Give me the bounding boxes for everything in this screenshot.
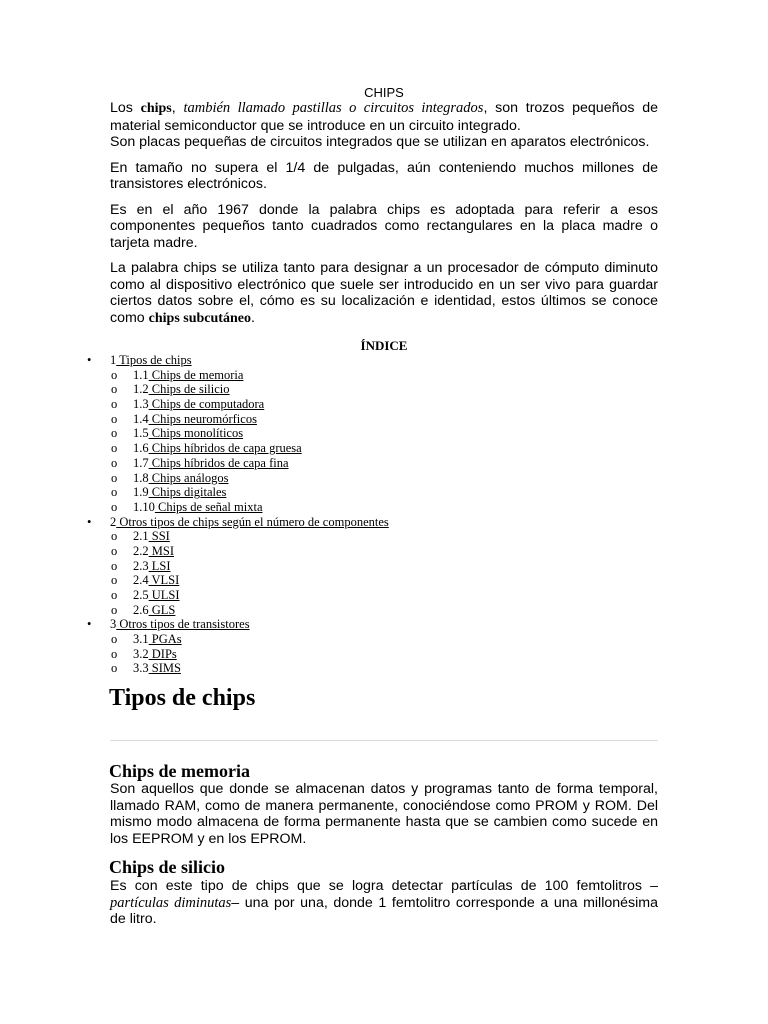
intro-paragraph-2: Son placas pequeñas de circuitos integrados que se utilizan en aparatos electrónicos. [110,134,650,150]
toc-number: 2.5 [133,588,149,602]
toc-number: 2.6 [133,602,149,617]
toc-number: 2.3 [133,558,149,573]
toc-item[interactable] [0,603,768,618]
toc-number: 1.9 [133,485,149,500]
toc-link[interactable]: SSI [148,529,170,544]
toc-number: 3.2 [133,646,149,661]
circle-bullet-icon: o [111,558,118,573]
toc-link[interactable]: Chips neuromórficos [148,411,257,426]
toc-number: 1 [110,353,117,367]
toc-item[interactable] [0,515,768,530]
subsection-heading-silicio: Chips de silicio [109,857,226,877]
bullet-icon: • [87,617,92,632]
circle-bullet-icon: o [111,632,118,647]
toc-link[interactable]: MSI [148,543,174,558]
toc-item[interactable] [0,441,768,456]
toc-item[interactable] [0,647,768,662]
toc-number: 3 [110,617,117,632]
table-of-contents [0,353,768,676]
toc-item[interactable] [0,412,768,427]
toc-number: 3.1 [133,632,149,647]
toc-item[interactable] [0,426,768,441]
toc-number: 1.8 [133,470,149,485]
circle-bullet-icon: o [111,646,118,661]
toc-item[interactable] [0,632,768,647]
toc-number: 1.4 [133,411,149,426]
toc-link[interactable]: Chips híbridos de capa gruesa [148,441,302,456]
toc-item[interactable] [0,368,768,383]
toc-item[interactable] [0,661,768,676]
text-run: – una por una, donde 1 femtolitro corresponde a una millonésima de litro. [110,894,658,927]
toc-item[interactable] [0,456,768,471]
toc-link[interactable]: Otros tipos de chips según el número de componentes [116,514,389,529]
toc-link[interactable]: Otros tipos de transistores [116,617,250,632]
bullet-icon: • [87,353,92,367]
toc-item[interactable] [0,471,768,486]
toc-item[interactable] [0,588,768,603]
text-run: La palabra chips se utiliza tanto para designar a un procesador de cómputo diminuto como al dispositivo electrónico que suele ser introducido en un ser vivo para guardar ciertos datos sobre el, cómo es su localización e identidad, estos últimos se conoce como [110,260,658,326]
toc-number: 2.4 [133,573,149,588]
toc-number: 1.10 [133,499,155,514]
toc-number: 1.2 [133,382,149,397]
toc-number: 1.6 [133,441,149,456]
toc-link[interactable]: PGAs [148,632,182,647]
circle-bullet-icon: o [111,529,118,544]
circle-bullet-icon: o [111,573,118,588]
toc-link[interactable]: Tipos de chips [116,353,192,367]
circle-bullet-icon: o [111,485,118,500]
bullet-icon: • [87,514,92,529]
circle-bullet-icon: o [111,588,118,602]
intro-paragraph-1 [110,100,658,327]
toc-link[interactable]: SIMS [148,661,181,676]
circle-bullet-icon: o [111,543,118,558]
toc-item[interactable] [0,485,768,500]
section-heading: Tipos de chips [109,685,256,711]
toc-link[interactable]: Chips monolíticos [148,426,244,441]
toc-link[interactable]: Chips de señal mixta [154,499,263,514]
memoria-paragraph [110,781,658,847]
toc-link[interactable]: Chips de memoria [148,367,244,382]
circle-bullet-icon: o [111,455,118,470]
text-run: Los [110,100,141,116]
text-run: Es con este tipo de chips que se logra detectar partículas de 100 femtolitros – [110,878,658,894]
text-run: , son trozos pequeños de material semiconductor que se introduce en un circuito integrado. [110,100,658,134]
text-run: , [171,100,184,116]
circle-bullet-icon: o [111,470,118,485]
bold-term: chips [140,101,172,116]
intro-paragraph-4: Es en el año 1967 donde la palabra chips es adoptada para referir a esos componentes pequeños tanto cuadrados como rectangulares en la placa madre o tarjeta madre. [110,201,658,251]
toc-link[interactable]: LSI [148,558,171,573]
toc-item[interactable] [0,353,768,368]
divider [110,740,658,741]
toc-link[interactable]: Chips híbridos de capa fina [148,455,289,470]
toc-link[interactable]: DIPs [148,646,177,661]
toc-number: 3.3 [133,661,149,676]
italic-phrase: también llamado pastillas o circuitos integrados [183,100,484,116]
italic-phrase: partículas diminutas [110,894,232,911]
intro-paragraph-5 [110,260,658,327]
memoria-text: Son aquellos que donde se almacenan datos y programas tanto de forma temporal, llamado RAM, como de manera permanente, conociéndose como PROM y ROM. Del mismo modo almacena de forma permanente hasta que se cambien como sucede en los EEPROM y en los EPROM. [110,781,658,847]
text-run: . [250,309,255,326]
toc-item[interactable] [0,397,768,412]
silicio-paragraph [110,878,658,928]
circle-bullet-icon: o [111,397,118,412]
toc-item[interactable] [0,500,768,515]
toc-item[interactable] [0,617,768,632]
intro-paragraph-3: En tamaño no supera el 1/4 de pulgadas, aún conteniendo muchos millones de transistores electrónicos. [110,159,658,192]
circle-bullet-icon: o [111,426,118,441]
toc-link[interactable]: Chips análogos [148,470,229,485]
toc-number: 1.7 [133,455,149,470]
circle-bullet-icon: o [111,382,118,397]
toc-link[interactable]: VLSI [148,573,180,588]
toc-number: 1.3 [133,397,149,412]
toc-number: 1.5 [133,426,149,441]
subsection-heading-memoria: Chips de memoria [109,761,250,781]
toc-link[interactable]: GLS [148,602,176,617]
toc-number: 2.2 [133,543,149,558]
toc-item[interactable] [0,544,768,559]
document-title: CHIPS [364,85,404,100]
toc-link[interactable]: Chips de silicio [148,382,230,397]
circle-bullet-icon: o [111,367,118,382]
toc-link[interactable]: ULSI [148,588,180,602]
circle-bullet-icon: o [111,661,118,676]
toc-number: 1.1 [133,367,149,382]
toc-number: 2.1 [133,529,149,544]
toc-link[interactable]: Chips de computadora [148,397,265,412]
bold-term: chips subcutáneo [148,310,251,326]
circle-bullet-icon: o [111,602,118,617]
toc-item[interactable] [0,559,768,574]
toc-item[interactable] [0,573,768,588]
toc-item[interactable] [0,529,768,544]
circle-bullet-icon: o [111,441,118,456]
circle-bullet-icon: o [111,411,118,426]
circle-bullet-icon: o [111,499,118,514]
toc-link[interactable]: Chips digitales [148,485,227,500]
toc-item[interactable] [0,382,768,397]
index-heading: ÍNDICE [360,338,408,353]
toc-number: 2 [110,514,117,529]
